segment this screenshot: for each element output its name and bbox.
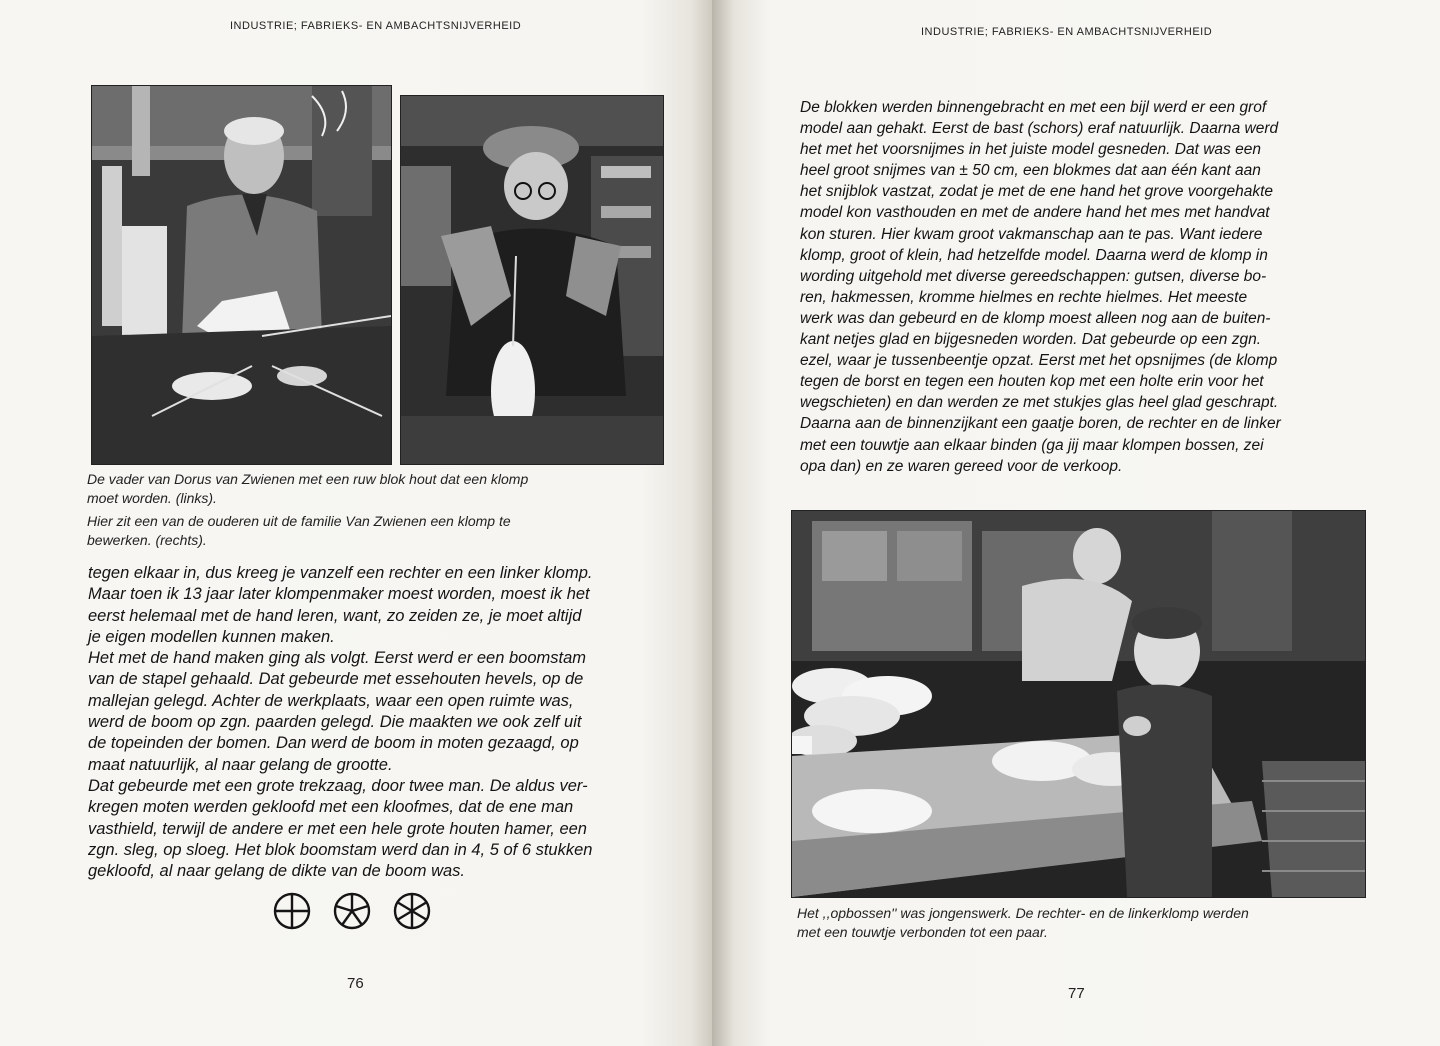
body-line: ren, hakmessen, kromme hielmes en rechte hielmes. Het meeste: [800, 288, 1248, 306]
body-line: model aan gehakt. Eerst de bast (schors) eraf natuurlijk. Daarna werd: [800, 120, 1279, 138]
photo-father-dorus: [91, 85, 392, 465]
body-line: vasthield, terwijl de andere er met een hele grote houten hamer, een: [88, 819, 587, 838]
body-line: gekloofd, al naar gelang de dikte van de boom was.: [88, 862, 466, 881]
caption-right: [797, 904, 1397, 942]
body-line: De blokken werden binnengebracht en met een bijl werd er een grof: [800, 99, 1267, 116]
caption-right-line: Het ,,opbossen'' was jongenswerk. De rechter- en de linkerklomp werden: [797, 905, 1249, 921]
wheel-six-spoke-icon: [395, 894, 429, 928]
body-line: ezel, waar je tussenbeentje opzat. Eerst met het opsnijmes (de klomp: [800, 352, 1278, 370]
page-number-left: 76: [347, 975, 364, 992]
body-line: Daarna aan de binnenzijkant een gaatje boren, de rechter en de linker: [800, 415, 1281, 433]
caption-right-line: met een touwtje verbonden tot een paar.: [797, 924, 1048, 940]
page-number-right: 77: [1068, 985, 1085, 1002]
body-line: klomp, groot of klein, had hetzelfde model. Daarna werd de klomp in: [800, 246, 1268, 264]
body-line: mallejan gelegd. Achter de werkplaats, waar een open ruimte was,: [88, 691, 574, 710]
left-page: [0, 0, 712, 1046]
body-line: het met het voorsnijmes in het juiste model gesneden. Dat was een: [800, 141, 1261, 159]
photo-opbossen: [791, 510, 1366, 898]
caption-left-line: Hier zit een van de ouderen uit de familie Van Zwienen een klomp te: [87, 513, 511, 529]
body-line: kant netjes glad en bijgesneden worden. Dat gebeurde op een zgn.: [800, 331, 1262, 349]
body-text-left: [88, 563, 668, 882]
caption-left-line: De vader van Dorus van Zwienen met een ruw blok hout dat een klomp: [87, 471, 529, 487]
right-page: [712, 0, 1440, 1046]
body-line: van de stapel gehaald. Dat gebeurde met essehouten hevels, op de: [88, 670, 584, 689]
body-line: Het met de hand maken ging als volgt. Eerst werd er een boomstam: [88, 649, 587, 668]
body-line: eerst helemaal met de hand leren, want, zo zeiden ze, je moet altijd: [88, 606, 582, 625]
body-line: tegen elkaar in, dus kreeg je vanzelf een rechter en een linker klomp.: [88, 564, 593, 582]
body-line: de topeinden der bomen. Dan werd de boom in moten gezaagd, op: [88, 734, 579, 753]
running-head-left: INDUSTRIE; FABRIEKS- EN AMBACHTSNIJVERHEID: [230, 20, 522, 32]
body-line: model kon vasthouden en met de andere hand het mes met handvat: [800, 204, 1270, 222]
body-line: wording uitgehold met diverse gereedschappen: gutsen, diverse bo-: [800, 267, 1267, 285]
ornament-row: [272, 890, 432, 932]
body-line: werd de boom op zgn. paarden gelegd. Die maakten we ook zelf uit: [88, 713, 582, 732]
body-line: wegschieten) en dan werden ze met stukjes glas heel glad geschrapt.: [800, 394, 1279, 412]
body-line: je eigen modellen kunnen maken.: [88, 627, 335, 646]
body-line: maat natuurlijk, al naar gelang de grootte.: [88, 755, 393, 774]
body-line: met een touwtje aan elkaar binden (ga jij maar klompen bossen, zei: [800, 436, 1264, 454]
body-line: opa dan) en ze waren gereed voor de verkoop.: [800, 457, 1123, 475]
caption-left-line: bewerken. (rechts).: [87, 532, 207, 548]
body-line: tegen de borst en tegen een houten kop met een holte erin voor het: [800, 373, 1264, 391]
photo-family-member: [400, 95, 664, 465]
body-line: kon sturen. Hier kwam groot vakmanschap aan te pas. Want iedere: [800, 225, 1263, 243]
body-line: het snijblok vastzat, zodat je met de ene hand het grove voorgehakte: [800, 183, 1274, 201]
body-line: werk was dan gebeurd en de klomp moest alleen nog aan de buiten-: [800, 309, 1271, 327]
wheel-cross-icon: [275, 894, 309, 928]
body-line: zgn. sleg, op sloeg. Het blok boomstam werd dan in 4, 5 of 6 stukken: [88, 840, 593, 859]
body-line: Maar toen ik 13 jaar later klompenmaker moest worden, moest ik het: [88, 585, 590, 604]
body-line: kregen moten werden gekloofd met een kloofmes, dat de ene man: [88, 798, 574, 817]
caption-left: [87, 470, 667, 554]
body-text-right: [800, 97, 1400, 477]
caption-left-line: moet worden. (links).: [87, 490, 217, 506]
running-head-right: INDUSTRIE; FABRIEKS- EN AMBACHTSNIJVERHEID: [921, 26, 1213, 38]
body-line: heel groot snijmes van ± 50 cm, een blokmes dat aan één kant aan: [800, 162, 1261, 180]
wheel-five-spoke-icon: [335, 894, 369, 928]
body-line: Dat gebeurde met een grote trekzaag, door twee man. De aldus ver-: [88, 776, 588, 795]
